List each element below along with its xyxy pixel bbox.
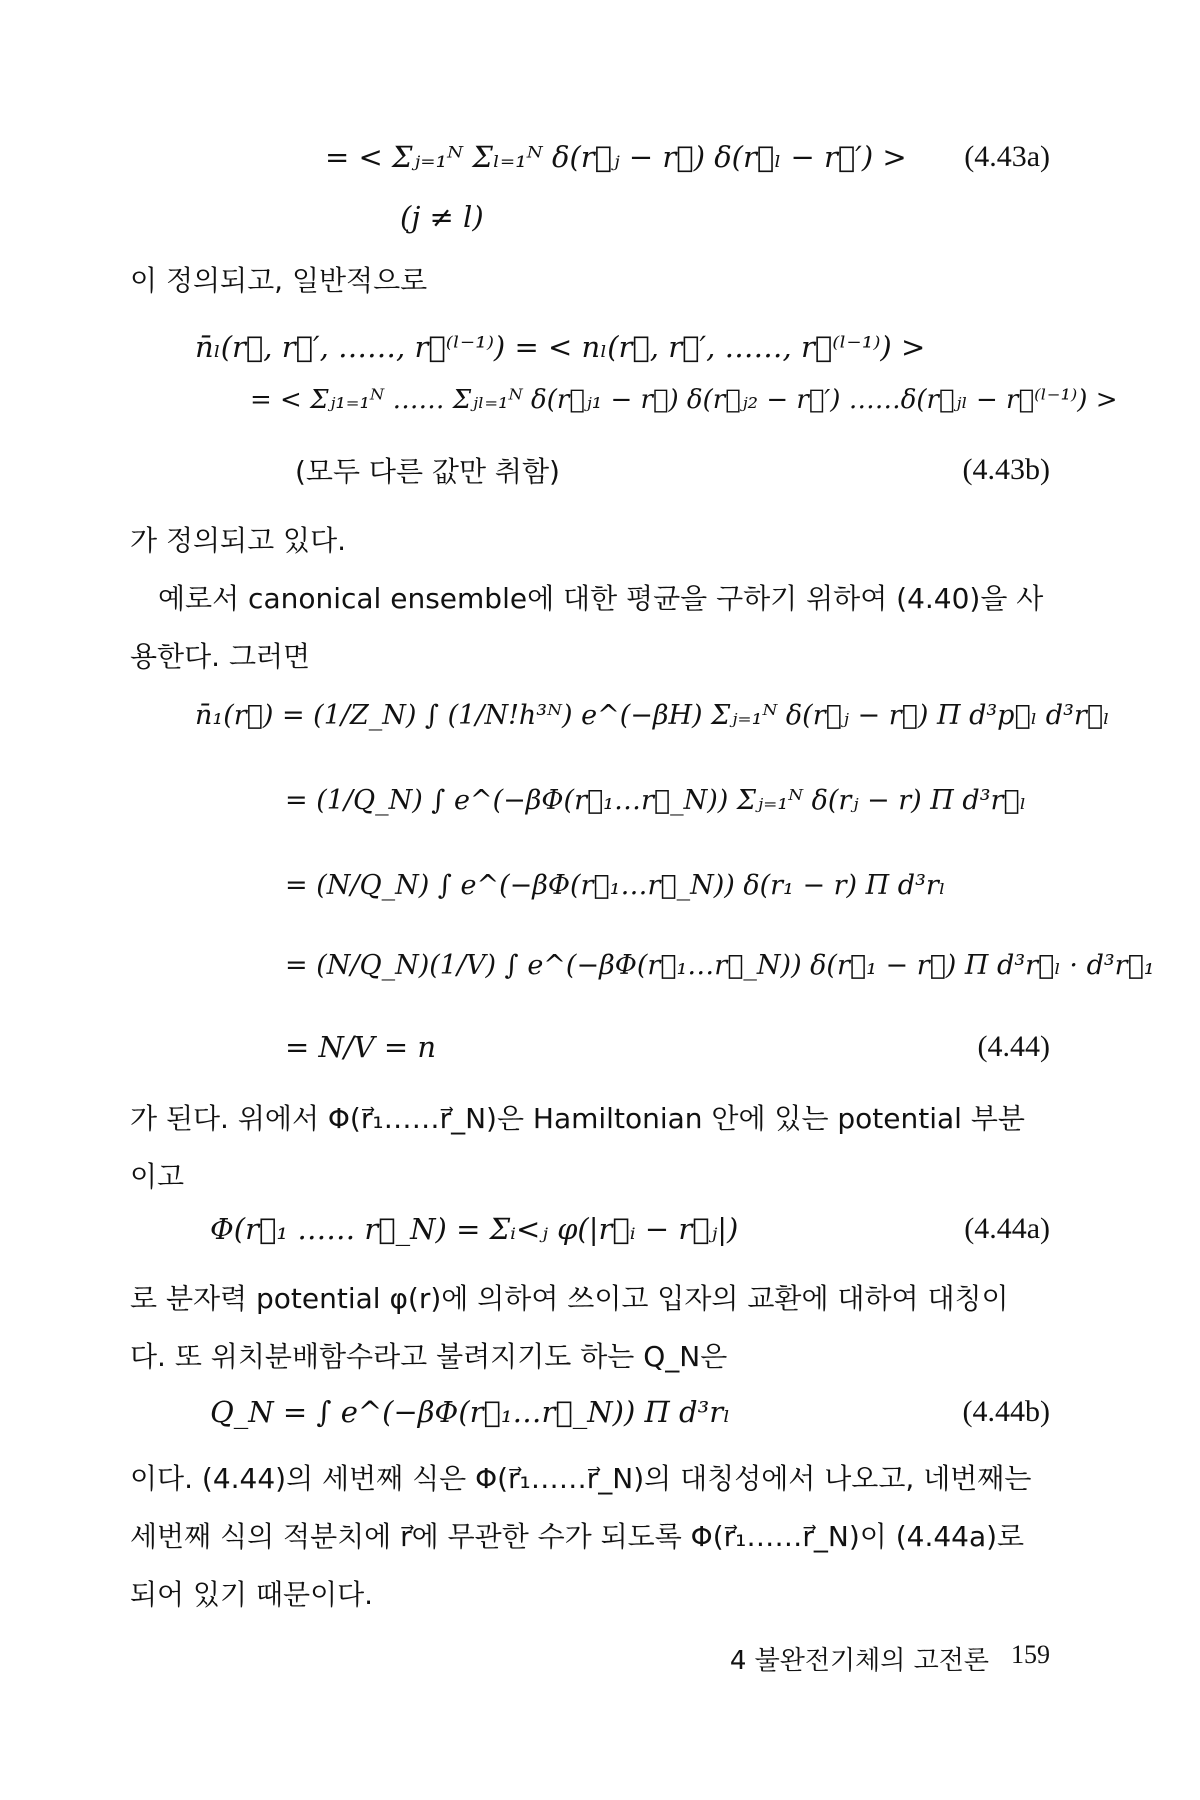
equation-condition: (j ≠ l) [400, 200, 484, 234]
equation-number: (4.44b) [962, 1395, 1050, 1428]
equation-line: = N/V = n [285, 1030, 437, 1064]
equation-4-43b [130, 450, 1050, 490]
equation-number: (4.44) [977, 1030, 1050, 1063]
equation-line: Q_N = ∫ e^(−βΦ(r⃗₁…r⃗_N)) Π d³rₗ [210, 1395, 731, 1429]
paragraph-line: 예로서 canonical ensemble에 대한 평균을 구하기 위하여 (4.40)을 사 [158, 582, 1044, 615]
equation-number: (4.43a) [964, 140, 1050, 173]
equation-4-44b [130, 1395, 1050, 1429]
equation-note: (모두 다른 값만 취함) [295, 455, 560, 488]
page-footer [700, 1640, 1050, 1677]
equation-line: = (1/Q_N) ∫ e^(−βΦ(r⃗₁…r⃗_N)) Σⱼ₌₁ᴺ δ(rⱼ − r) Π d³r⃗ₗ [285, 785, 1027, 816]
equation-number: (4.44a) [964, 1212, 1050, 1245]
equation-line: = < Σⱼ₌₁ᴺ Σₗ₌₁ᴺ δ(r⃗ⱼ − r⃗) δ(r⃗ₗ − r⃗′) > [325, 140, 907, 174]
paragraph: 가 정의되고 있다. [130, 524, 347, 557]
equation-line: = (N/Q_N) ∫ e^(−βΦ(r⃗₁…r⃗_N)) δ(r₁ − r) Π d³rₗ [285, 870, 946, 901]
paragraph-line: 용한다. 그러면 [130, 640, 311, 673]
equation-4-44 [130, 1030, 1050, 1064]
equation-line: Φ(r⃗₁ …… r⃗_N) = Σᵢ<ⱼ φ(|r⃗ᵢ − r⃗ⱼ|) [210, 1212, 739, 1246]
equation-line: n̄₁(r⃗) = (1/Z_N) ∫ (1/N!h³ᴺ) e^(−βH) Σⱼ₌₁ᴺ δ(r⃗ⱼ − r⃗) Π d³p⃗ₗ d³r⃗ₗ [195, 700, 1110, 731]
equation-number: (4.43b) [962, 453, 1050, 486]
paragraph-line: 세번째 식의 적분치에 r⃗에 무관한 수가 되도록 Φ(r⃗₁……r⃗_N)이 (4.44a)로 [130, 1520, 1025, 1553]
equation-line: n̄ₗ(r⃗, r⃗′, ……, r⃗⁽ˡ⁻¹⁾) = < nₗ(r⃗, r⃗′, ……, r⃗⁽ˡ⁻¹⁾) > [195, 330, 926, 364]
paragraph-line: 되어 있기 때문이다. [130, 1578, 374, 1611]
equation-4-44a [130, 1212, 1050, 1246]
paragraph-line: 이고 [130, 1160, 185, 1193]
paragraph-line: 이다. (4.44)의 세번째 식은 Φ(r⃗₁……r⃗_N)의 대칭성에서 나오고, 네번째는 [130, 1462, 1032, 1495]
equation-4-43a [130, 140, 1050, 174]
equation-line: = (N/Q_N)(1/V) ∫ e^(−βΦ(r⃗₁…r⃗_N)) δ(r⃗₁ − r⃗) Π d³r⃗ₗ · d³r⃗₁ [285, 950, 1155, 981]
running-head: 4 불완전기체의 고전론 [729, 1646, 989, 1676]
paragraph: 이 정의되고, 일반적으로 [130, 264, 428, 297]
paragraph-line: 다. 또 위치분배함수라고 불려지기도 하는 Q_N은 [130, 1340, 728, 1373]
page-number: 159 [1011, 1640, 1050, 1669]
equation-line: = < Σⱼ₁₌₁ᴺ …… Σⱼₗ₌₁ᴺ δ(r⃗ⱼ₁ − r⃗) δ(r⃗ⱼ₂ − r⃗′) ……δ(r⃗ⱼₗ − r⃗⁽ˡ⁻¹⁾) > [250, 385, 1118, 415]
paragraph-line: 로 분자력 potential φ(r)에 의하여 쓰이고 입자의 교환에 대하여 대칭이 [130, 1282, 1009, 1315]
paragraph-line: 가 된다. 위에서 Φ(r⃗₁……r⃗_N)은 Hamiltonian 안에 있는 potential 부분 [130, 1102, 1025, 1135]
